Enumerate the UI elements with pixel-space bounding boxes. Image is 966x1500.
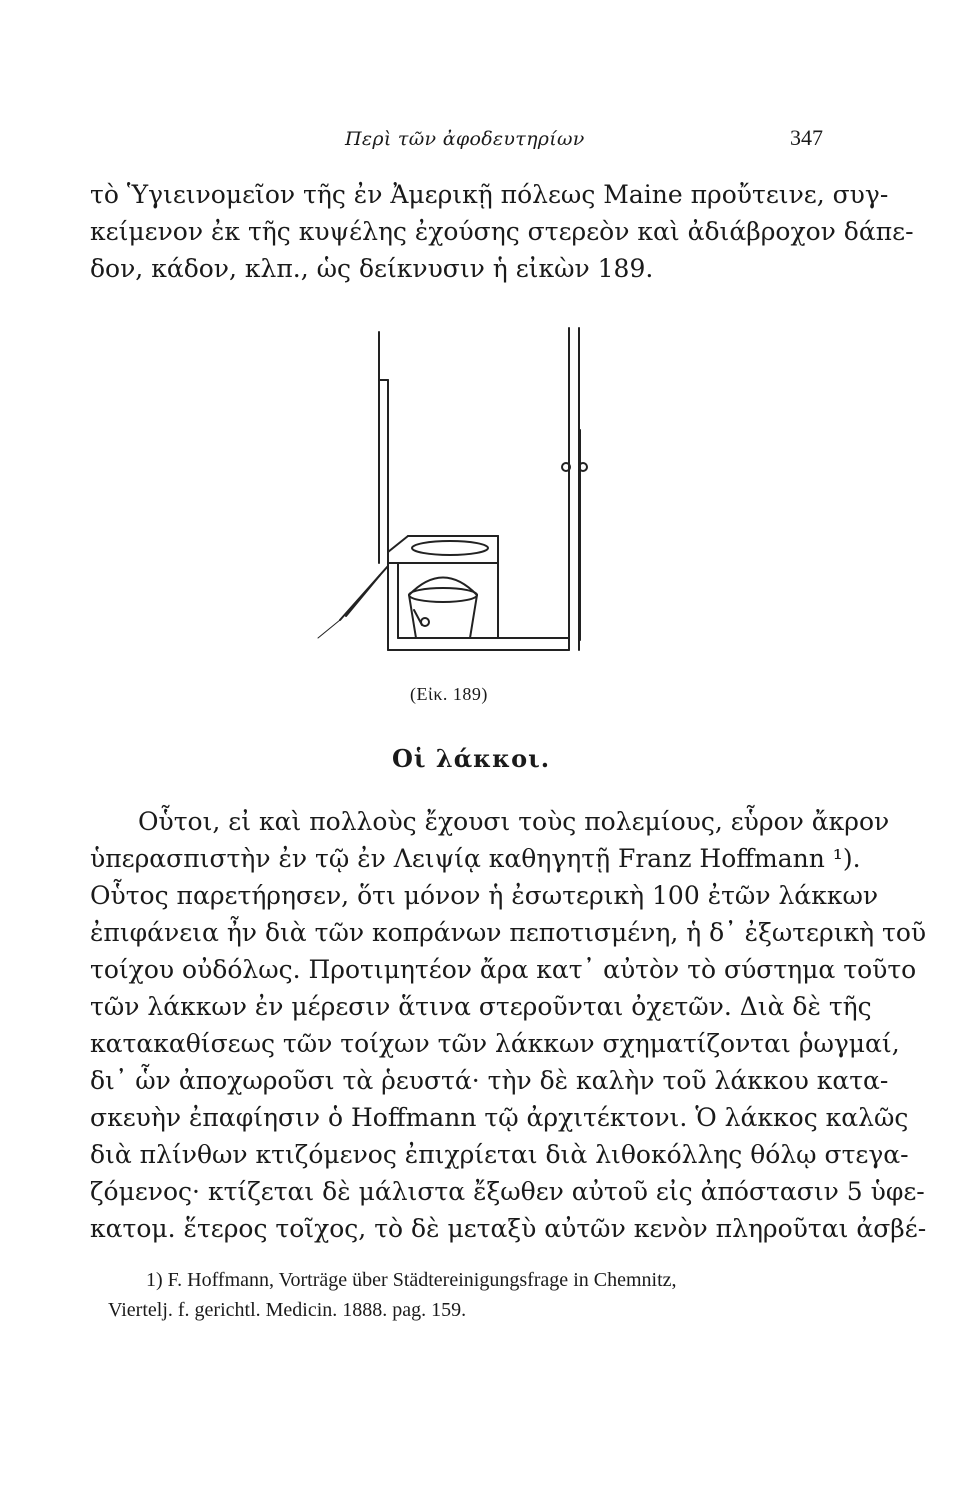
text-line: κατακαθίσεως τῶν τοίχων τῶν λάκκων σχηματίζονται ῥωγμαί, — [90, 1029, 900, 1058]
intro-paragraph — [90, 176, 914, 287]
footnote-line: 1) F. Hoffmann, Vorträge über Städtereinigungsfrage in Chemnitz, — [146, 1269, 677, 1291]
text-line: ὑπερασπιστὴν ἐν τῷ ἐν Λειψίᾳ καθηγητῇ Franz Hoffmann ¹). — [90, 844, 861, 873]
text-line: τῶν λάκκων ἐν μέρεσιν ἅτινα στεροῦνται ὀχετῶν. Διὰ δὲ τῆς — [90, 992, 872, 1021]
text-line: δι᾿ ὧν ἀποχωροῦσι τὰ ῥευστά· τὴν δὲ καλὴν τοῦ λάκκου κατα- — [90, 1066, 889, 1095]
text-line: δον, κάδον, κλπ., ὡς δείκνυσιν ἡ εἰκὼν 189. — [90, 254, 654, 283]
text-line: ζόμενος· κτίζεται δὲ μάλιστα ἔξωθεν αὐτοῦ εἰς ἀπόστασιν 5 ὑφε- — [90, 1177, 925, 1206]
text-line: κείμενον ἐκ τῆς κυψέλης ἐχούσης στερεὸν καὶ ἀδιάβροχον δάπε- — [90, 217, 914, 246]
text-line: σκευὴν ἐπαφίησιν ὁ Hoffmann τῷ ἀρχιτέκτονι. Ὁ λάκκος καλῶς — [90, 1103, 909, 1132]
figure-caption: (Εἰκ. 189) — [410, 684, 488, 704]
page-number: 347 — [790, 125, 823, 150]
section-heading: Οἱ λάκκοι. — [392, 744, 551, 773]
privy-illustration — [300, 320, 620, 665]
running-title: Περὶ τῶν ἀφοδευτηρίων — [345, 128, 585, 150]
text-line: κατομ. ἕτερος τοῖχος, τὸ δὲ μεταξὺ αὐτῶν κενὸν πληροῦται ἀσβέ- — [90, 1214, 927, 1243]
footnote — [108, 1265, 838, 1325]
text-line: Οὗτος παρετήρησεν, ὅτι μόνον ἡ ἐσωτερικὴ 100 ἐτῶν λάκκων — [90, 881, 879, 910]
text-line: ἐπιφάνεια ἦν διὰ τῶν κοπράνων πεποτισμένη, ἡ δ᾿ ἐξωτερικὴ τοῦ — [90, 918, 927, 947]
text-line: τοίχου οὐδόλως. Προτιμητέον ἄρα κατ᾿ αὐτὸν τὸ σύστημα τοῦτο — [90, 955, 917, 984]
text-line: Οὗτοι, εἰ καὶ πολλοὺς ἔχουσι τοὺς πολεμίους, εὗρον ἄκρον — [138, 807, 890, 836]
text-line: διὰ πλίνθων κτιζόμενος ἐπιχρίεται διὰ λιθοκόλλης θόλῳ στεγα- — [90, 1140, 909, 1169]
section-paragraph — [90, 803, 927, 1247]
text-line: τὸ Ὑγιεινομεῖον τῆς ἐν Ἀμερικῇ πόλεως Maine προὔτεινε, συγ- — [90, 180, 889, 209]
footnote-line: Viertelj. f. gerichtl. Medicin. 1888. pag. 159. — [108, 1299, 467, 1321]
